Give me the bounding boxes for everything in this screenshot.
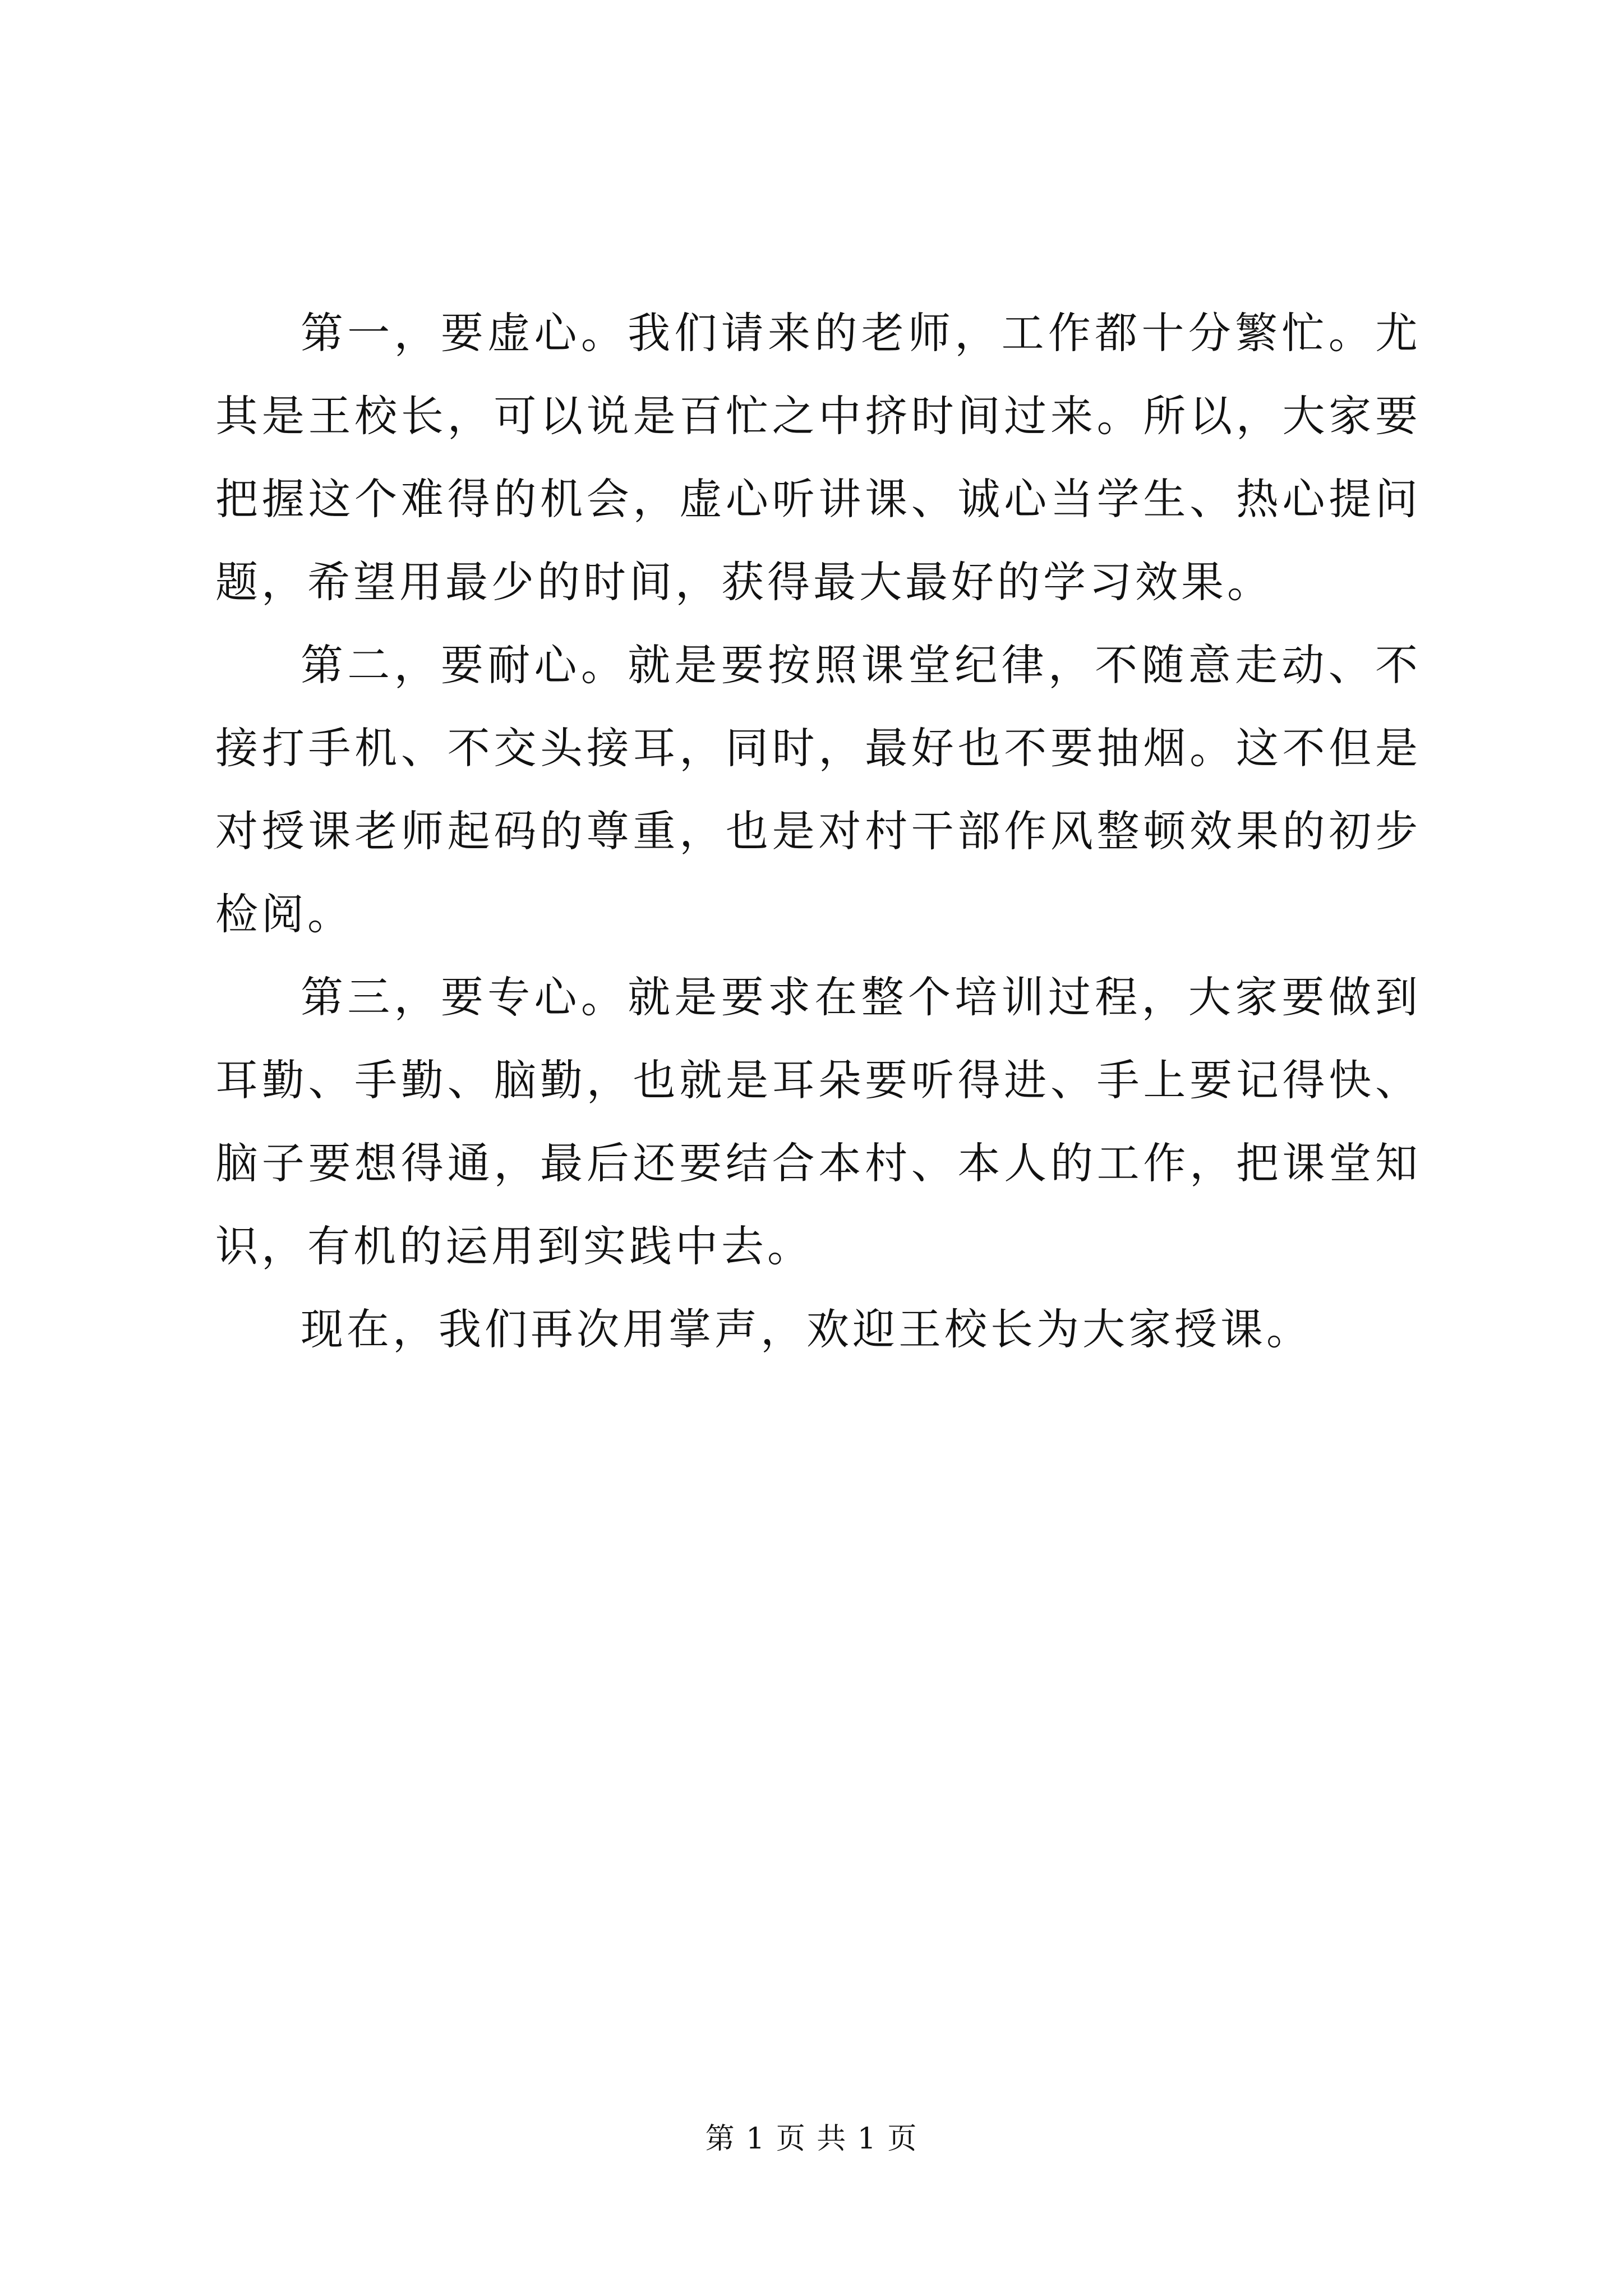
page-footer: 第 1 页 共 1 页 bbox=[705, 2122, 918, 2156]
paragraph-1: 第一，要虚心。我们请来的老师，工作都十分繁忙。尤其是王校长，可以说是百忙之中挤时间过来。所以，大家要把握这个难得的机会，虚心听讲课、诚心当学生、热心提问题，希望用最少的时间，获得最大最好的学习效果。 bbox=[215, 308, 1421, 607]
document-body bbox=[215, 292, 1421, 1371]
paragraph-4: 现在，我们再次用掌声，欢迎王校长为大家授课。 bbox=[301, 1304, 1312, 1354]
paragraph-2: 第二，要耐心。就是要按照课堂纪律，不随意走动、不接打手机、不交头接耳，同时，最好也不要抽烟。这不但是对授课老师起码的尊重，也是对村干部作风整顿效果的初步检阅。 bbox=[215, 640, 1421, 939]
paragraph-3: 第三，要专心。就是要求在整个培训过程，大家要做到耳勤、手勤、脑勤，也就是耳朵要听得进、手上要记得快、脑子要想得通，最后还要结合本村、本人的工作，把课堂知识，有机的运用到实践中去。 bbox=[215, 972, 1421, 1271]
